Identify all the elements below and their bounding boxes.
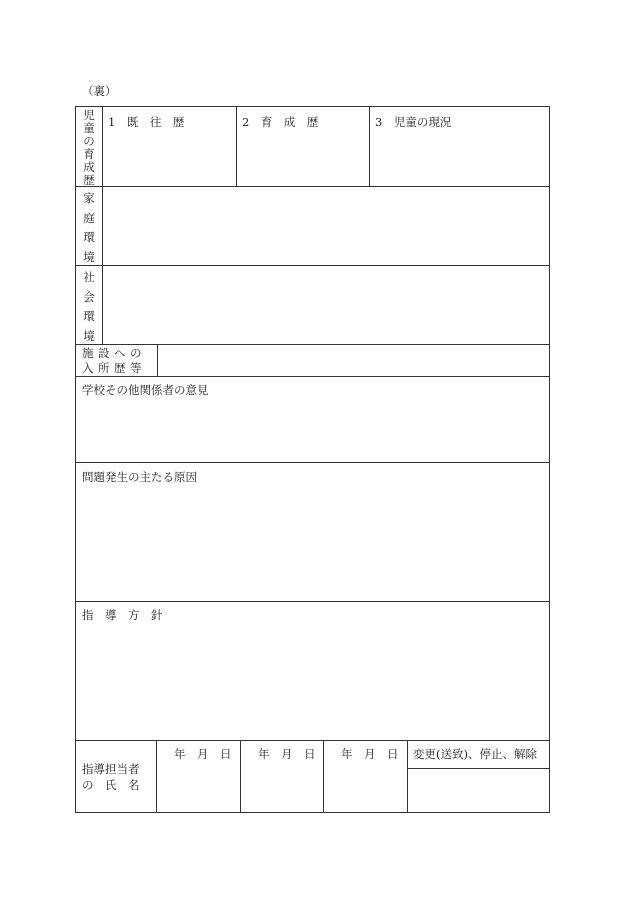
date-col-divider	[323, 740, 324, 812]
history-col-divider	[236, 106, 237, 186]
staff-label-divider	[156, 740, 157, 812]
facility-admission-label-line2: 入所歴等	[82, 361, 146, 375]
family-environment-label: 家庭環境	[83, 191, 95, 264]
staff-name-label-line2: の 氏 名	[82, 778, 140, 792]
row-divider	[75, 344, 550, 345]
date-col-divider	[240, 740, 241, 812]
date-label: 年 月 日	[341, 747, 399, 761]
label-column-divider	[102, 106, 103, 344]
table-right-border	[549, 106, 550, 813]
row-divider	[75, 186, 550, 187]
child-history-row-label: 児童の育成歴	[83, 108, 95, 187]
facility-admission-label-line1: 施設への	[82, 346, 146, 360]
problem-cause-label: 問題発生の主たる原因	[82, 470, 197, 484]
reverse-side-label: （裏）	[82, 84, 117, 98]
change-status-label: 変更(送致)、停止、解除	[413, 747, 537, 761]
history-col-divider	[369, 106, 370, 186]
row-divider	[75, 376, 550, 377]
facility-label-divider	[157, 344, 158, 376]
table-bottom-border	[75, 812, 550, 813]
date-col-divider	[407, 740, 408, 812]
current-status-header: 3 児童の現況	[375, 115, 452, 129]
row-divider	[75, 601, 550, 602]
row-divider	[75, 265, 550, 266]
row-divider	[75, 462, 550, 463]
staff-name-label-line1: 指導担当者	[82, 762, 140, 776]
guidance-policy-label: 指 導 方 針	[82, 608, 163, 622]
upbringing-history-header: 2 育 成 歴	[242, 115, 319, 129]
table-top-border	[75, 106, 550, 107]
date-label: 年 月 日	[174, 747, 232, 761]
row-divider	[75, 740, 550, 741]
school-opinions-label: 学校その他関係者の意見	[82, 383, 209, 397]
date-label: 年 月 日	[258, 747, 316, 761]
change-cell-divider	[407, 768, 550, 769]
social-environment-label: 社会環境	[83, 270, 95, 343]
table-left-border	[75, 106, 76, 813]
medical-history-header: 1 既 往 歴	[108, 115, 185, 129]
